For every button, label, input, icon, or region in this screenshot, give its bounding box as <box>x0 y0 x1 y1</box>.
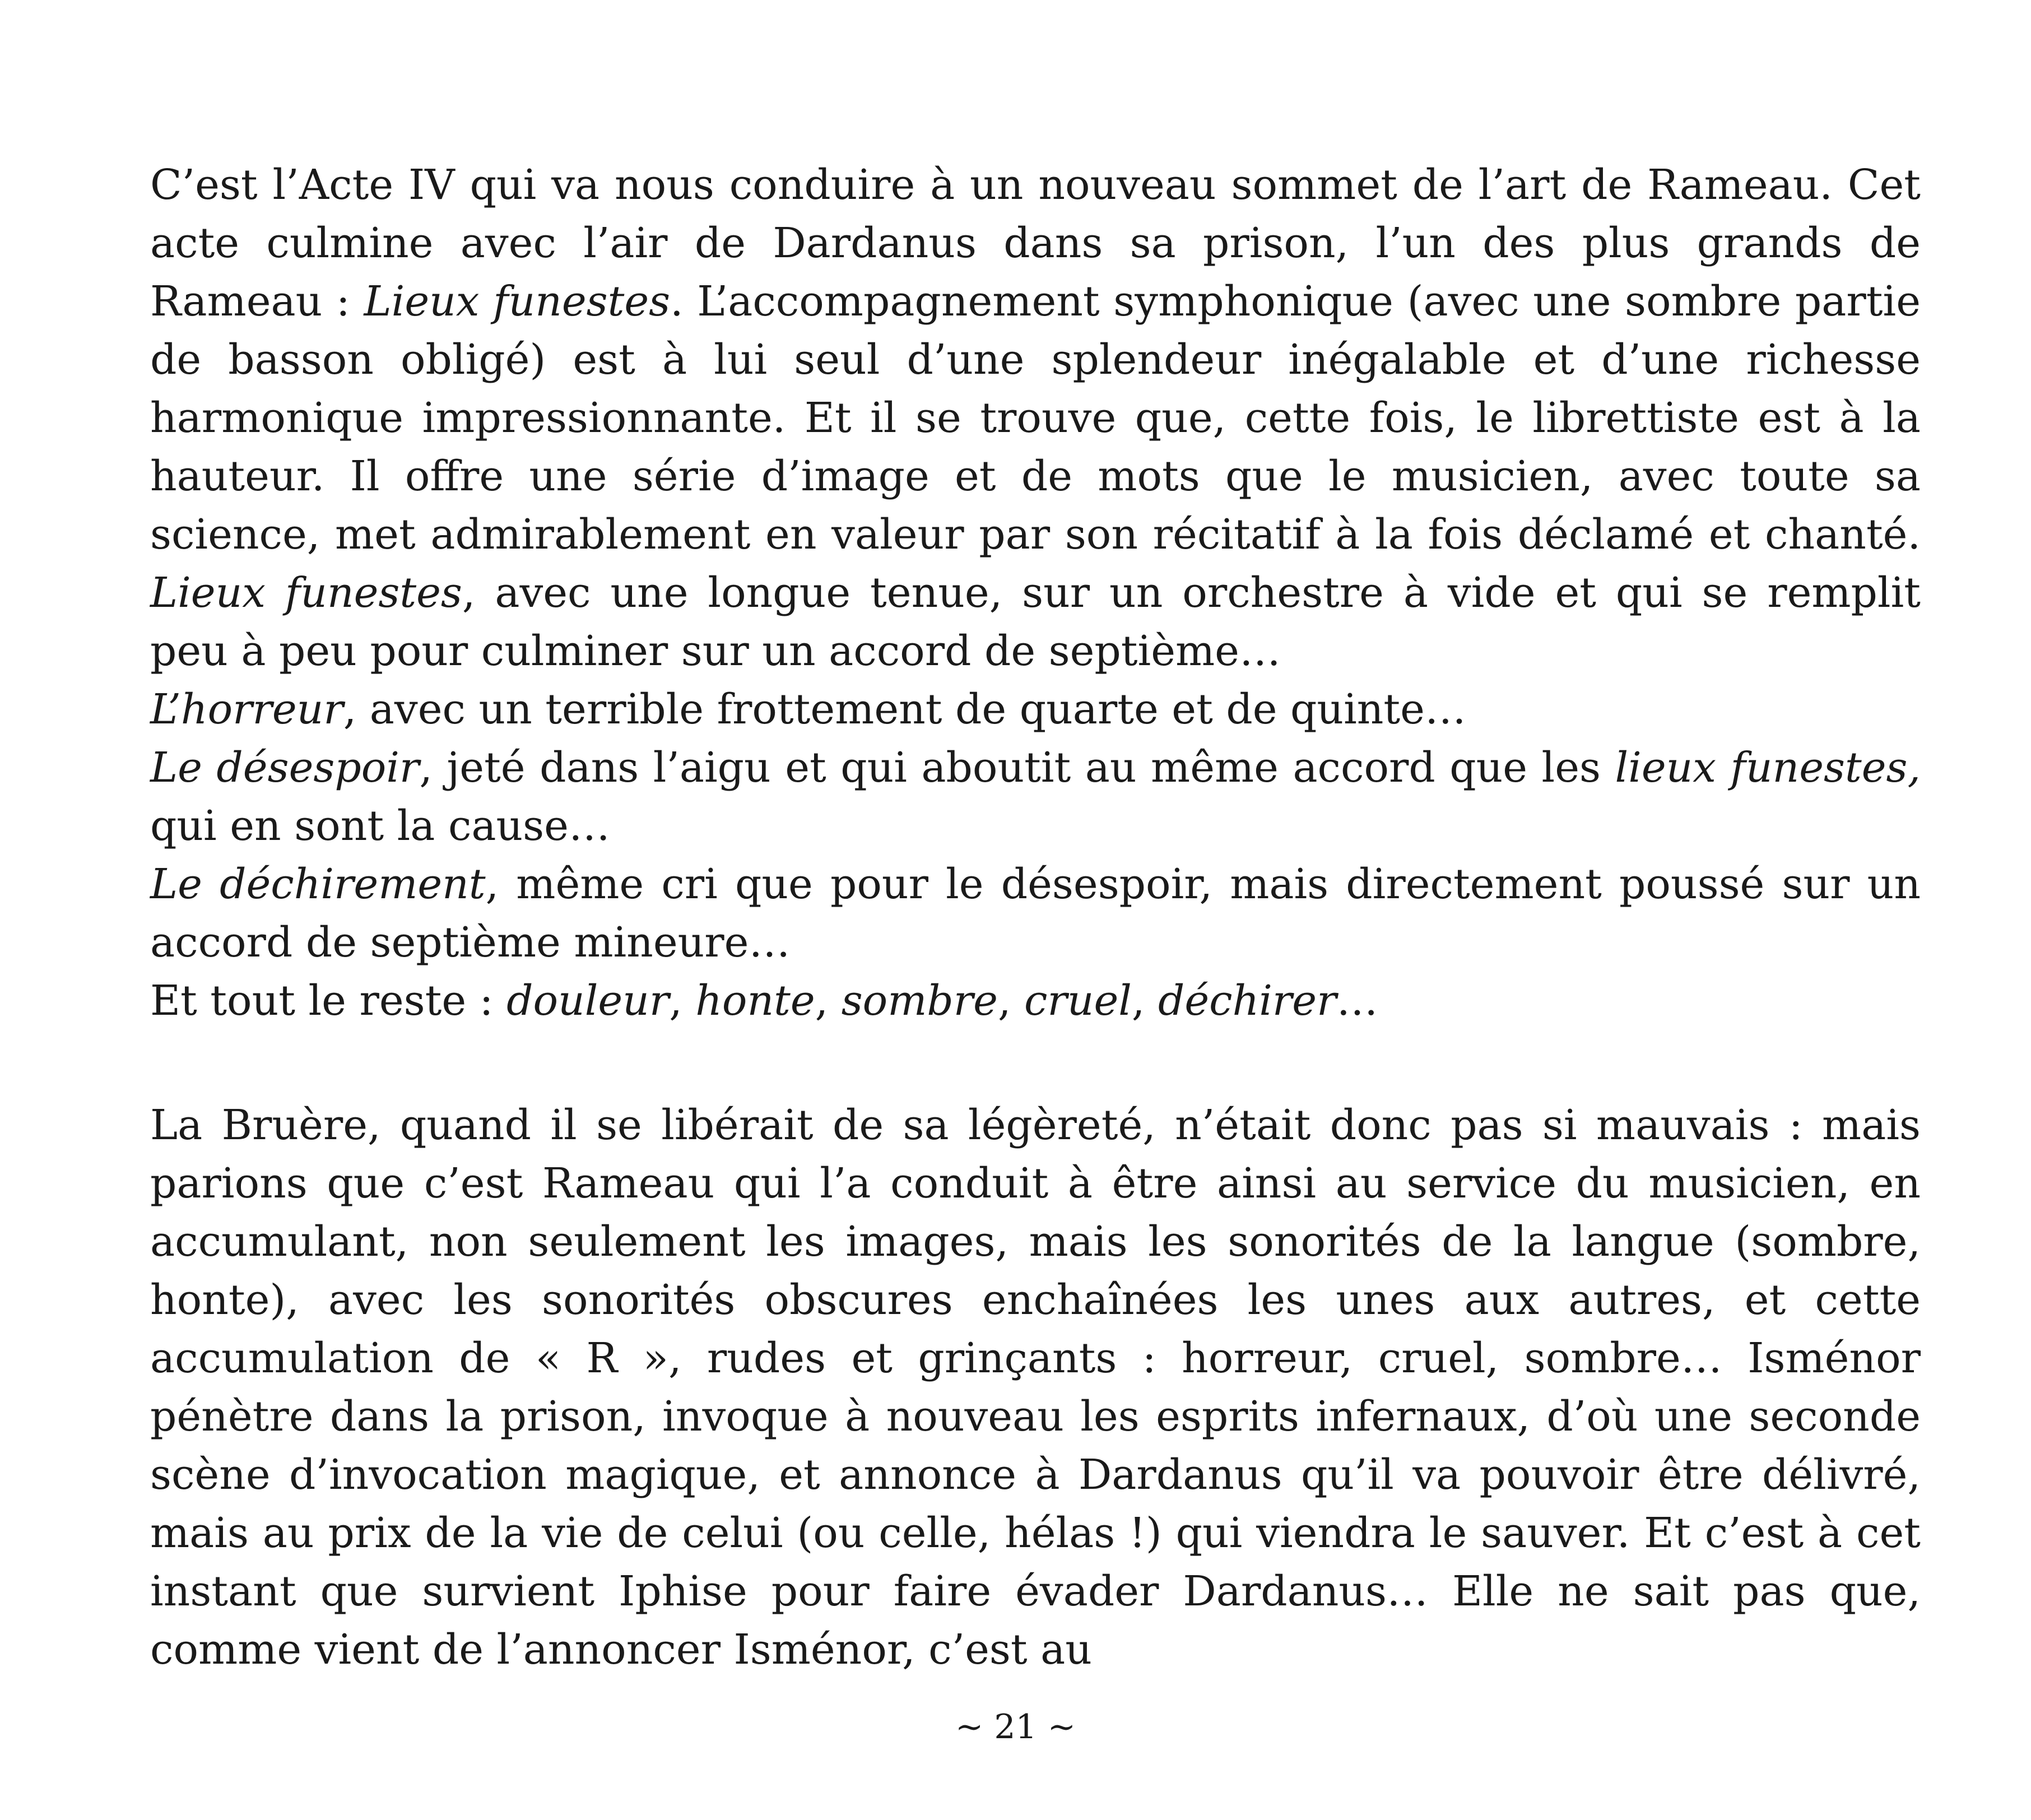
paragraph-la-bruere: La Bruère, quand il se libérait de sa légèreté, n’était donc pas si mauvais : mais parions que c’est Rameau qui l’a conduit à être ainsi au service du musicien, en accumulant, non seulement les images, mais les sonorités de la langue (sombre, honte), avec les sonorités obscures enchaînées les unes aux autres, et cette accumulation de « R », rudes et grinçants : horreur, cruel, sombre… Isménor pénètre dans la prison, invoque à nouveau les esprits infernaux, d’où une seconde scène d’invocation magique, et annonce à Dardanus qu’il va pouvoir être délivré, mais au prix de la vie de celui (ou celle, hélas !) qui viendra le sauver. Et c’est à cet instant que survient Iphise pour faire évader Dardanus… Elle ne sait pas que, comme vient de l’annoncer Isménor, c’est au <box>150 1101 1921 1674</box>
separator: , <box>1131 977 1158 1025</box>
separator: , <box>815 977 842 1025</box>
line-dechirement <box>150 855 1921 972</box>
text-run: , même cri que pour le désespoir, mais directement poussé sur un accord de septième mineure… <box>150 860 1921 967</box>
italic-word: honte <box>695 977 815 1025</box>
italic-word: Le désespoir <box>150 744 420 792</box>
text-block-act-iv <box>150 156 1921 1030</box>
italic-word: douleur <box>506 977 670 1025</box>
separator: , <box>669 977 696 1025</box>
italic-word: sombre <box>841 977 998 1025</box>
line-desespoir <box>150 739 1921 855</box>
italic-word: lieux funestes, <box>1615 744 1921 792</box>
line-reste <box>150 972 1921 1030</box>
text-run: , avec une longue tenue, sur un orchestre à vide et qui se remplit peu à peu pour culminer sur un accord de septième… <box>150 569 1921 675</box>
text-run: , jeté dans l’aigu et qui aboutit au même accord que les <box>419 744 1615 792</box>
italic-title: Lieux funestes <box>364 277 671 326</box>
separator: , <box>997 977 1024 1025</box>
page-number: ~ 21 ~ <box>955 1707 1076 1747</box>
text-run: … <box>1336 977 1378 1025</box>
italic-title: Lieux funestes <box>150 569 462 617</box>
italic-word: L’horreur <box>150 685 343 733</box>
italic-word: Le déchirement <box>150 860 486 908</box>
text-run: qui en sont la cause… <box>150 802 610 850</box>
text-block-la-bruere <box>150 1096 1921 1679</box>
text-run: , avec un terrible frottement de quarte et de quinte… <box>343 685 1466 733</box>
text-run: . L’accompagnement symphonique (avec une sombre partie de basson obligé) est à lui seul d’une splendeur inégalable et d’une richesse harmonique impressionnante. Et il se trouve que, cette fois, le librettiste est à la hauteur. Il offre une série d’image et de mots que le musicien, avec toute sa science, met admirablement en valeur par son récitatif à la fois déclamé et chanté. <box>150 277 1921 559</box>
line-horreur <box>150 680 1921 739</box>
italic-word: déchirer <box>1158 977 1337 1025</box>
paragraph-intro <box>150 156 1921 680</box>
italic-word: cruel <box>1024 977 1132 1025</box>
text-run: C’est l’Acte IV qui va nous conduire à un nouveau sommet de l’art de Rameau. Cet acte culmine avec l’air de Dardanus dans sa prison, l’un des plus grands de Rameau : <box>150 161 1921 326</box>
text-run: Et tout le reste : <box>150 977 507 1025</box>
